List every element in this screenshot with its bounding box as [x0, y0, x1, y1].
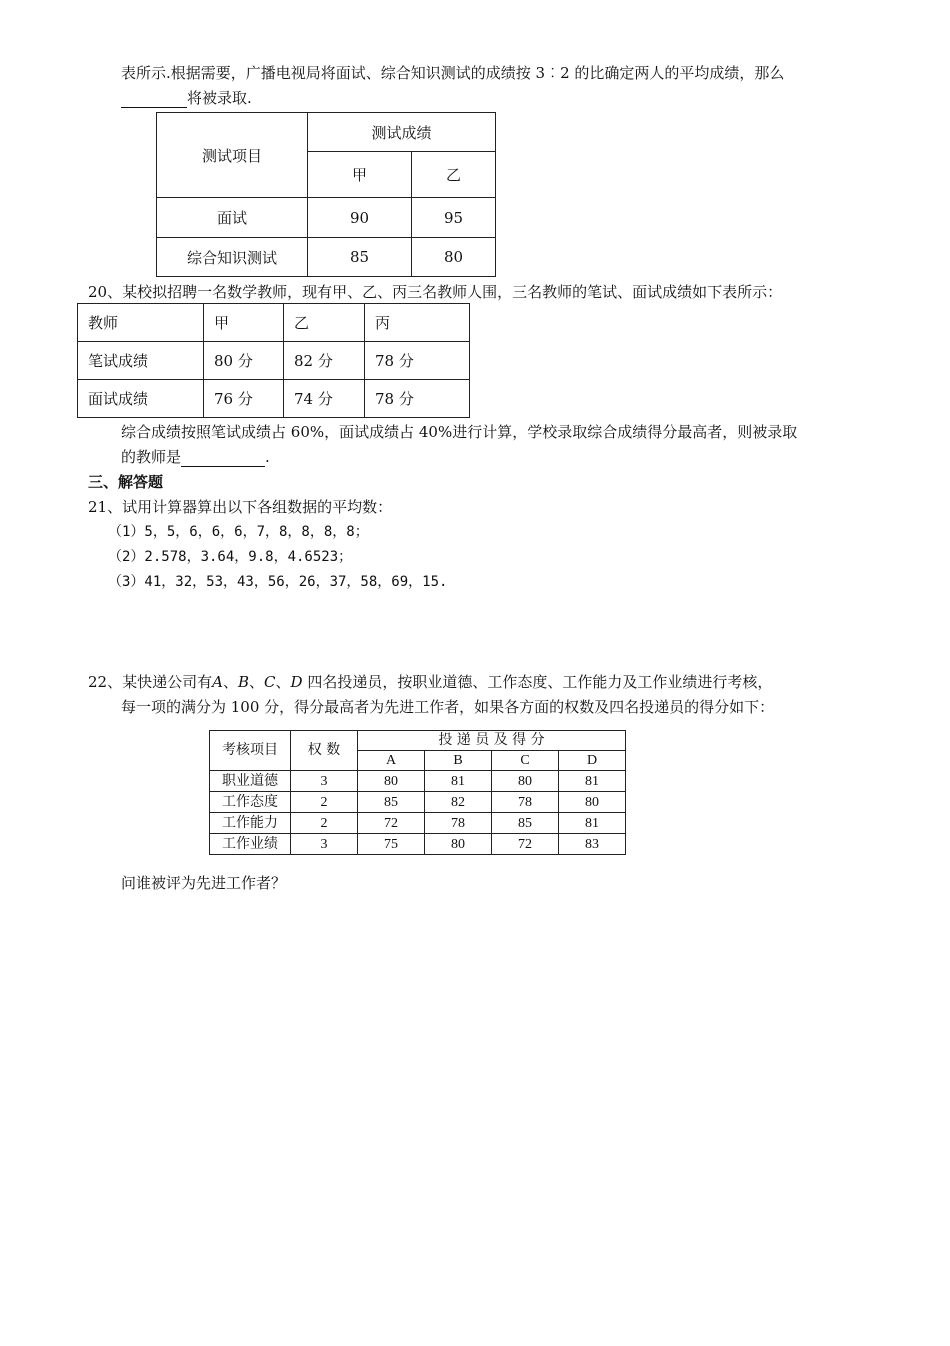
header-col: D: [559, 751, 626, 771]
table-cell: 80 分: [204, 342, 284, 380]
table-cell: 78 分: [365, 380, 470, 418]
score-cell: 81: [559, 771, 626, 792]
score-cell: 81: [425, 771, 492, 792]
q19-text-line1: 表所示.根据需要，广播电视局将面试、综合知识测试的成绩按 3︰2 的比确定两人的平均成绩，那么: [121, 64, 785, 82]
score-cell: 80: [412, 238, 496, 277]
header-weight: 权 数: [291, 731, 358, 771]
row-item: 工作态度: [210, 792, 291, 813]
row-item: 工作能力: [210, 813, 291, 834]
score-cell: 78: [492, 792, 559, 813]
table-cell: 74 分: [284, 380, 365, 418]
score-cell: 90: [308, 198, 412, 238]
courier-a: A: [212, 673, 223, 691]
q22-prefix: 22、某快递公司有: [88, 673, 213, 691]
score-cell: 95: [412, 198, 496, 238]
q22-suffix: 四名投递员，按职业道德、工作态度、工作能力及工作业绩进行考核，: [307, 673, 773, 691]
courier-d: D: [290, 673, 303, 691]
table-cell: 甲: [204, 304, 284, 342]
header-candidate-b: 乙: [412, 152, 496, 198]
separator: 、: [222, 673, 238, 691]
row-item: 工作业绩: [210, 834, 291, 855]
score-cell: 85: [308, 238, 412, 277]
row-weight: 3: [291, 834, 358, 855]
score-cell: 80: [559, 792, 626, 813]
q21-item-2: （2）2.578，3.64，9.8，4.6523；: [108, 549, 353, 565]
q22-text-line1: [88, 672, 772, 692]
separator: 、: [275, 673, 291, 691]
score-cell: 80: [358, 771, 425, 792]
section-title: 三、解答题: [88, 473, 164, 491]
row-label: 面试: [157, 198, 308, 238]
table-cell: 78 分: [365, 342, 470, 380]
courier-b: B: [237, 673, 249, 691]
table-cell: 82 分: [284, 342, 365, 380]
table-cell: 面试成绩: [78, 380, 204, 418]
q19-suffix: 将被录取.: [187, 89, 252, 107]
q22-text-line2: 每一项的满分为 100 分，得分最高者为先进工作者，如果各方面的权数及四名投递员的得分如下：: [121, 698, 775, 716]
q20-teacher-table: [77, 303, 470, 418]
header-col: A: [358, 751, 425, 771]
table-cell: 笔试成绩: [78, 342, 204, 380]
score-cell: 72: [492, 834, 559, 855]
header-col: B: [425, 751, 492, 771]
row-weight: 2: [291, 792, 358, 813]
q20-text-after1: 综合成绩按照笔试成绩占 60%，面试成绩占 40%进行计算，学校录取综合成绩得分最高者，则被录取: [121, 423, 798, 441]
score-cell: 80: [492, 771, 559, 792]
header-courier-group: 投 递 员 及 得 分: [358, 731, 626, 751]
q20-text: 20、某校拟招聘一名数学教师，现有甲、乙、丙三名教师人围，三名教师的笔试、面试成绩如下表所示：: [88, 283, 783, 301]
score-cell: 85: [358, 792, 425, 813]
q21-text: 21、试用计算器算出以下各组数据的平均数：: [88, 498, 393, 516]
score-cell: 81: [559, 813, 626, 834]
table-cell: 教师: [78, 304, 204, 342]
score-cell: 85: [492, 813, 559, 834]
q20-suffix: .: [265, 448, 270, 466]
q21-item-1: （1）5，5，6，6，6，7，8，8，8，8；: [108, 524, 369, 540]
score-cell: 83: [559, 834, 626, 855]
q19-score-table: [156, 112, 496, 277]
courier-c: C: [264, 673, 276, 691]
q20-prefix: 的教师是: [121, 448, 182, 466]
table-cell: 乙: [284, 304, 365, 342]
answer-blank[interactable]: [181, 451, 265, 467]
separator: 、: [248, 673, 264, 691]
score-cell: 80: [425, 834, 492, 855]
header-col: C: [492, 751, 559, 771]
score-cell: 75: [358, 834, 425, 855]
row-weight: 2: [291, 813, 358, 834]
header-item: 考核项目: [210, 731, 291, 771]
row-label: 综合知识测试: [157, 238, 308, 277]
score-cell: 78: [425, 813, 492, 834]
score-cell: 72: [358, 813, 425, 834]
q22-assessment-table: [209, 730, 626, 855]
header-candidate-a: 甲: [308, 152, 412, 198]
table-cell: 丙: [365, 304, 470, 342]
q22-question: 问谁被评为先进工作者？: [121, 874, 287, 892]
row-weight: 3: [291, 771, 358, 792]
q21-item-3: （3）41，32，53，43，56，26，37，58，69，15.: [108, 574, 448, 590]
header-test-score: 测试成绩: [308, 113, 496, 152]
row-item: 职业道德: [210, 771, 291, 792]
header-test-item: 测试项目: [157, 113, 308, 198]
q20-text-after2: [121, 447, 270, 467]
score-cell: 82: [425, 792, 492, 813]
q19-text-line2: [121, 88, 252, 108]
answer-blank[interactable]: [121, 92, 187, 108]
table-cell: 76 分: [204, 380, 284, 418]
